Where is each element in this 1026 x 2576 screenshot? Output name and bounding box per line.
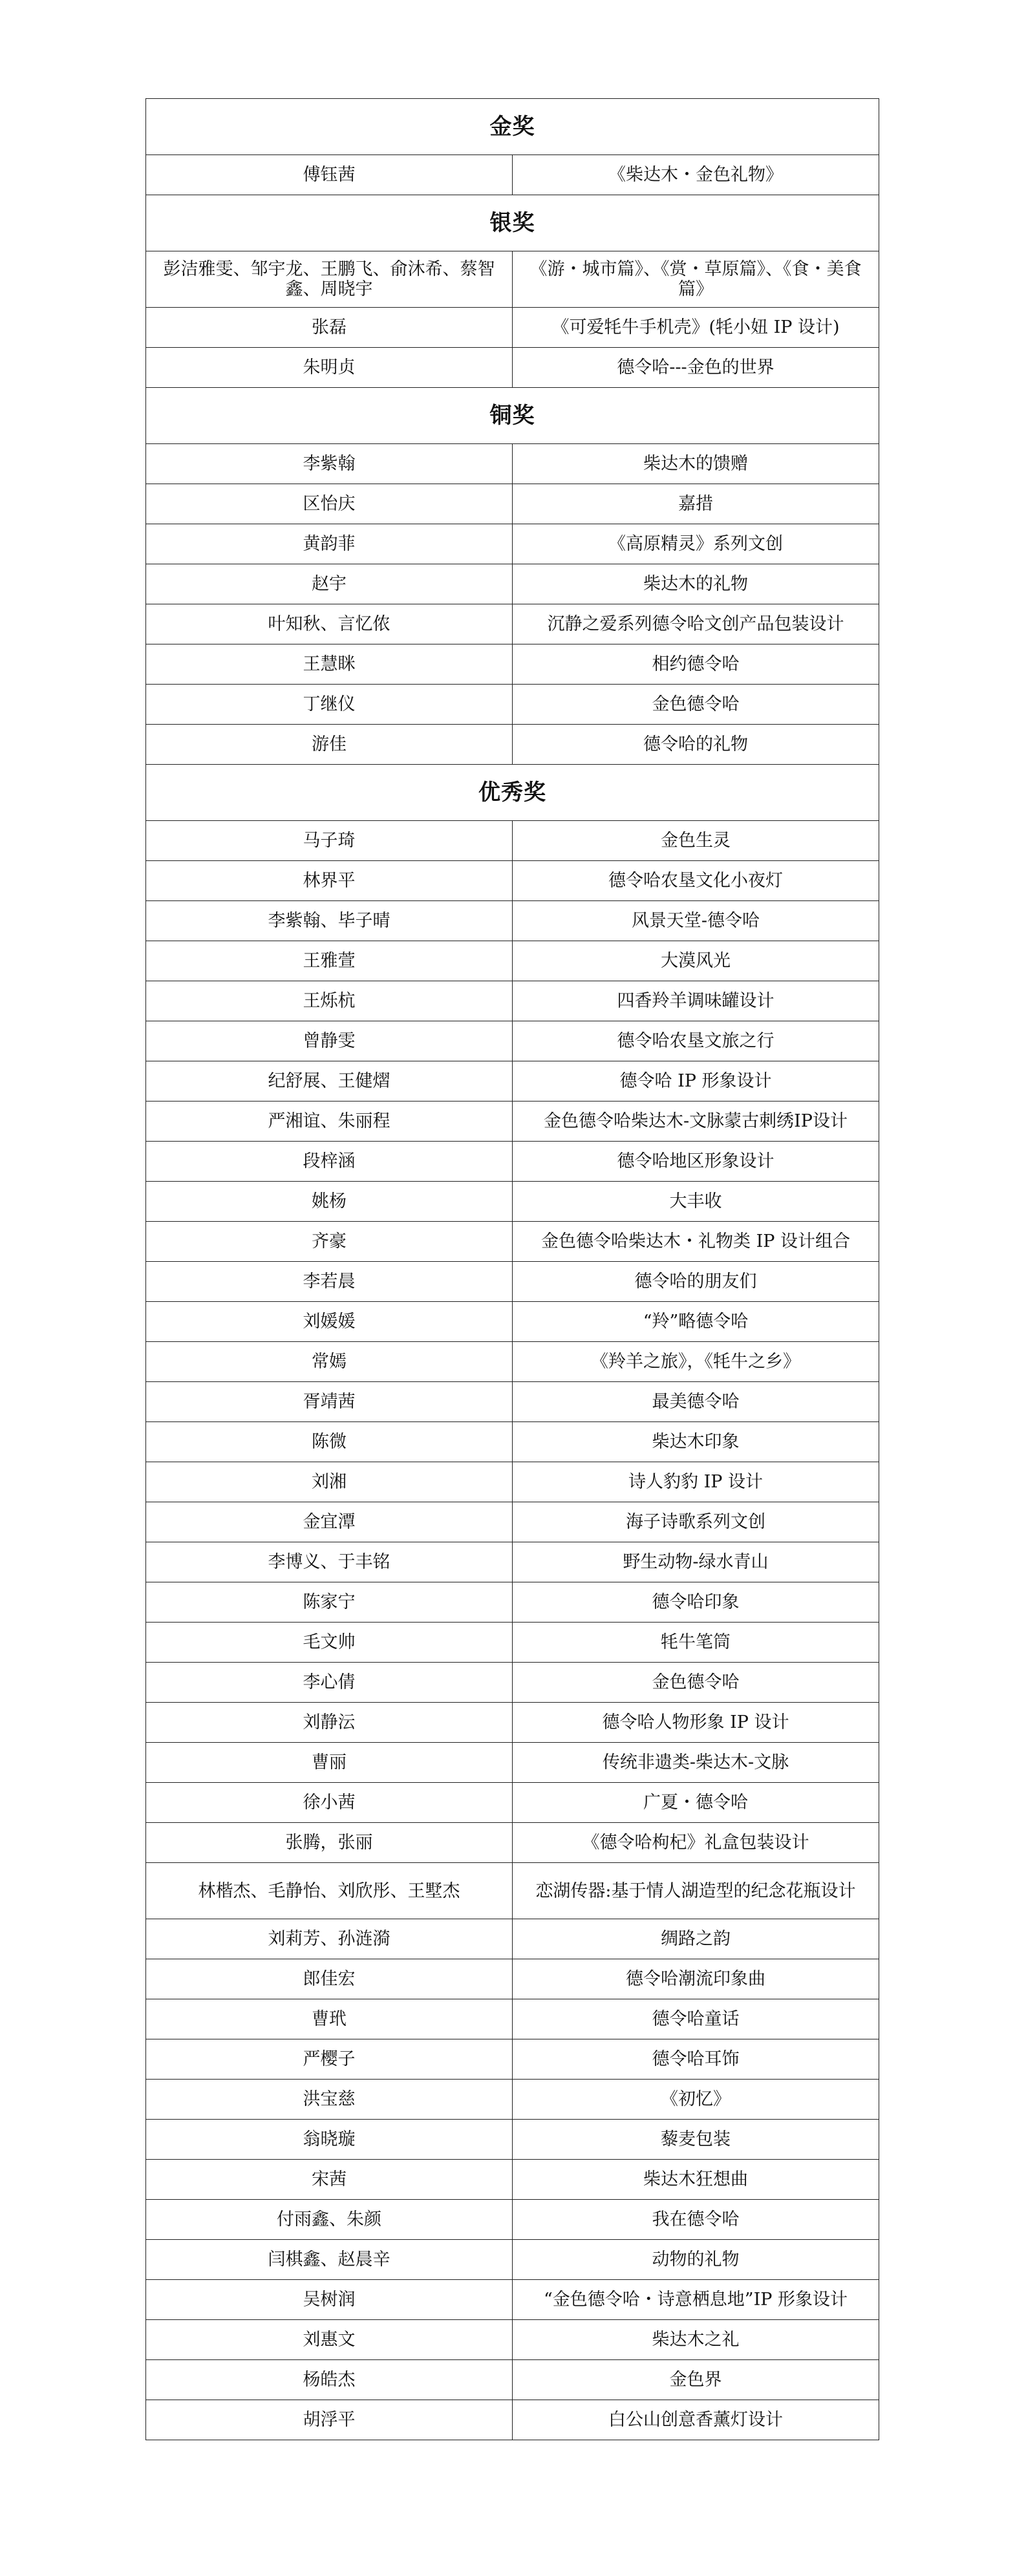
winner-name-cell: 郎佳宏 [146,1959,513,1999]
winner-name-cell: 赵宇 [146,564,513,604]
table-row [146,308,879,348]
table-row [146,1863,879,1919]
table-row [146,685,879,725]
award-table [145,98,879,2440]
winner-name-cell: 常嫣 [146,1342,513,1382]
section-title: 铜奖 [146,388,879,444]
work-title-cell: 大丰收 [513,1182,879,1222]
winner-name-cell: 曾静雯 [146,1021,513,1061]
table-row [146,1382,879,1422]
winner-name-cell: 翁晓璇 [146,2120,513,2160]
work-title-cell: 海子诗歌系列文创 [513,1502,879,1542]
table-row [146,1142,879,1182]
table-row [146,1462,879,1502]
table-row [146,1823,879,1863]
table-row [146,604,879,644]
table-row [146,2039,879,2080]
winner-name-cell: 区怡庆 [146,484,513,524]
winner-name-cell: 刘静沄 [146,1703,513,1743]
winner-name-cell: 严湘谊、朱丽程 [146,1102,513,1142]
section-title: 银奖 [146,195,879,251]
work-title-cell: 传统非遗类-柴达木-文脉 [513,1743,879,1783]
work-title-cell: 诗人豹豹 IP 设计 [513,1462,879,1502]
work-title-cell: 嘉措 [513,484,879,524]
work-title-cell: 《高原精灵》系列文创 [513,524,879,564]
work-title-cell: 德令哈的朋友们 [513,1262,879,1302]
work-title-cell: 柴达木之礼 [513,2320,879,2360]
table-row [146,901,879,941]
award-table-body [146,99,879,2440]
winner-name-cell: 宋茜 [146,2160,513,2200]
section-header-row [146,765,879,821]
table-row [146,2240,879,2280]
table-row [146,155,879,195]
table-row [146,1262,879,1302]
winner-name-cell: 付雨鑫、朱颜 [146,2200,513,2240]
winner-name-cell: 刘惠文 [146,2320,513,2360]
section-title: 金奖 [146,99,879,155]
winner-name-cell: 刘湘 [146,1462,513,1502]
winner-name-cell: 段梓涵 [146,1142,513,1182]
section-header-row [146,99,879,155]
winner-name-cell: 刘莉芳、孙涟漪 [146,1919,513,1959]
winner-name-cell: 王雅萱 [146,941,513,981]
table-row [146,2360,879,2400]
work-title-cell: 《羚羊之旅》，《牦牛之乡》 [513,1342,879,1382]
table-row [146,251,879,308]
winner-name-cell: 李紫翰、毕子晴 [146,901,513,941]
winner-name-cell: 曹玳 [146,1999,513,2039]
table-row [146,1021,879,1061]
award-document [145,98,879,2440]
winner-name-cell: 马子琦 [146,821,513,861]
work-title-cell: 德令哈耳饰 [513,2039,879,2080]
winner-name-cell: 李紫翰 [146,444,513,484]
table-row [146,2080,879,2120]
winner-name-cell: 叶知秋、言忆侬 [146,604,513,644]
winner-name-cell: 王烁杭 [146,981,513,1021]
work-title-cell: 相约德令哈 [513,644,879,685]
work-title-cell: 牦牛笔筒 [513,1623,879,1663]
table-row [146,2120,879,2160]
winner-name-cell: 吴树润 [146,2280,513,2320]
table-row [146,1182,879,1222]
work-title-cell: 金色德令哈柴达木・礼物类 IP 设计组合 [513,1222,879,1262]
winner-name-cell: 李若晨 [146,1262,513,1302]
winner-name-cell: 陈微 [146,1422,513,1462]
work-title-cell: 柴达木狂想曲 [513,2160,879,2200]
work-title-cell: 《可爱牦牛手机壳》(牦小妞 IP 设计) [513,308,879,348]
table-row [146,1783,879,1823]
table-row [146,644,879,685]
work-title-cell: 《德令哈枸杞》礼盒包装设计 [513,1823,879,1863]
table-row [146,981,879,1021]
winner-name-cell: 金宜潭 [146,1502,513,1542]
winner-name-cell: 彭洁雅雯、邹宇龙、王鹏飞、俞沐希、蔡智鑫、周晓宇 [146,251,513,308]
work-title-cell: 金色德令哈 [513,685,879,725]
winner-name-cell: 洪宝慈 [146,2080,513,2120]
table-row [146,1502,879,1542]
section-header-row [146,195,879,251]
work-title-cell: 德令哈地区形象设计 [513,1142,879,1182]
table-row [146,1222,879,1262]
table-row [146,1999,879,2039]
work-title-cell: 德令哈的礼物 [513,725,879,765]
table-row [146,484,879,524]
winner-name-cell: 曹丽 [146,1743,513,1783]
winner-name-cell: 傅钰茜 [146,155,513,195]
table-row [146,1959,879,1999]
work-title-cell: 藜麦包装 [513,2120,879,2160]
work-title-cell: 金色德令哈 [513,1663,879,1703]
table-row [146,1582,879,1623]
table-row [146,2160,879,2200]
table-row [146,2320,879,2360]
table-row [146,1302,879,1342]
table-row [146,1542,879,1582]
work-title-cell: 四香羚羊调味罐设计 [513,981,879,1021]
winner-name-cell: 林界平 [146,861,513,901]
work-title-cell: 广夏・德令哈 [513,1783,879,1823]
work-title-cell: 动物的礼物 [513,2240,879,2280]
winner-name-cell: 黄韵菲 [146,524,513,564]
work-title-cell: 野生动物-绿水青山 [513,1542,879,1582]
work-title-cell: 柴达木的馈赠 [513,444,879,484]
table-row [146,2400,879,2440]
work-title-cell: 《柴达木・金色礼物》 [513,155,879,195]
winner-name-cell: 李博义、于丰铭 [146,1542,513,1582]
table-row [146,941,879,981]
table-row [146,2200,879,2240]
work-title-cell: 德令哈童话 [513,1999,879,2039]
winner-name-cell: 闫棋鑫、赵晨辛 [146,2240,513,2280]
table-row [146,2280,879,2320]
work-title-cell: 德令哈人物形象 IP 设计 [513,1703,879,1743]
winner-name-cell: 纪舒展、王健熠 [146,1061,513,1102]
winner-name-cell: 徐小茜 [146,1783,513,1823]
winner-name-cell: 严樱子 [146,2039,513,2080]
table-row [146,725,879,765]
table-row [146,1422,879,1462]
table-row [146,1663,879,1703]
table-row [146,1342,879,1382]
work-title-cell: 德令哈农垦文旅之行 [513,1021,879,1061]
table-row [146,1703,879,1743]
work-title-cell: 柴达木的礼物 [513,564,879,604]
winner-name-cell: 朱明贞 [146,348,513,388]
work-title-cell: “羚”略德令哈 [513,1302,879,1342]
winner-name-cell: 杨皓杰 [146,2360,513,2400]
winner-name-cell: 刘媛媛 [146,1302,513,1342]
work-title-cell: 柴达木印象 [513,1422,879,1462]
winner-name-cell: 李心倩 [146,1663,513,1703]
work-title-cell: 德令哈---金色的世界 [513,348,879,388]
work-title-cell: 《游・城市篇》、《赏・草原篇》、《食・美食篇》 [513,251,879,308]
table-row [146,1061,879,1102]
winner-name-cell: 齐豪 [146,1222,513,1262]
work-title-cell: 金色生灵 [513,821,879,861]
winner-name-cell: 林楷杰、毛静怡、刘欣彤、王墅杰 [146,1863,513,1919]
table-row [146,524,879,564]
work-title-cell: 风景天堂-德令哈 [513,901,879,941]
work-title-cell: 金色界 [513,2360,879,2400]
table-row [146,564,879,604]
work-title-cell: 德令哈 IP 形象设计 [513,1061,879,1102]
work-title-cell: 白公山创意香薰灯设计 [513,2400,879,2440]
table-row [146,1919,879,1959]
work-title-cell: 绸路之韵 [513,1919,879,1959]
winner-name-cell: 陈家宁 [146,1582,513,1623]
winner-name-cell: 丁继仪 [146,685,513,725]
section-title: 优秀奖 [146,765,879,821]
winner-name-cell: 游佳 [146,725,513,765]
winner-name-cell: 胥靖茜 [146,1382,513,1422]
work-title-cell: 《初忆》 [513,2080,879,2120]
winner-name-cell: 张腾，张丽 [146,1823,513,1863]
table-row [146,1743,879,1783]
table-row [146,1623,879,1663]
winner-name-cell: 王慧眯 [146,644,513,685]
winner-name-cell: 胡浮平 [146,2400,513,2440]
table-row [146,821,879,861]
table-row [146,348,879,388]
section-header-row [146,388,879,444]
table-row [146,1102,879,1142]
work-title-cell: 德令哈农垦文化小夜灯 [513,861,879,901]
winner-name-cell: 姚杨 [146,1182,513,1222]
winner-name-cell: 张磊 [146,308,513,348]
work-title-cell: 我在德令哈 [513,2200,879,2240]
work-title-cell: 金色德令哈柴达木-文脉蒙古刺绣IP设计 [513,1102,879,1142]
table-row [146,444,879,484]
work-title-cell: 德令哈印象 [513,1582,879,1623]
work-title-cell: 最美德令哈 [513,1382,879,1422]
work-title-cell: “金色德令哈・诗意栖息地”IP 形象设计 [513,2280,879,2320]
table-row [146,861,879,901]
work-title-cell: 恋湖传器:基于情人湖造型的纪念花瓶设计 [513,1863,879,1919]
work-title-cell: 大漠风光 [513,941,879,981]
work-title-cell: 沉静之爱系列德令哈文创产品包装设计 [513,604,879,644]
work-title-cell: 德令哈潮流印象曲 [513,1959,879,1999]
winner-name-cell: 毛文帅 [146,1623,513,1663]
